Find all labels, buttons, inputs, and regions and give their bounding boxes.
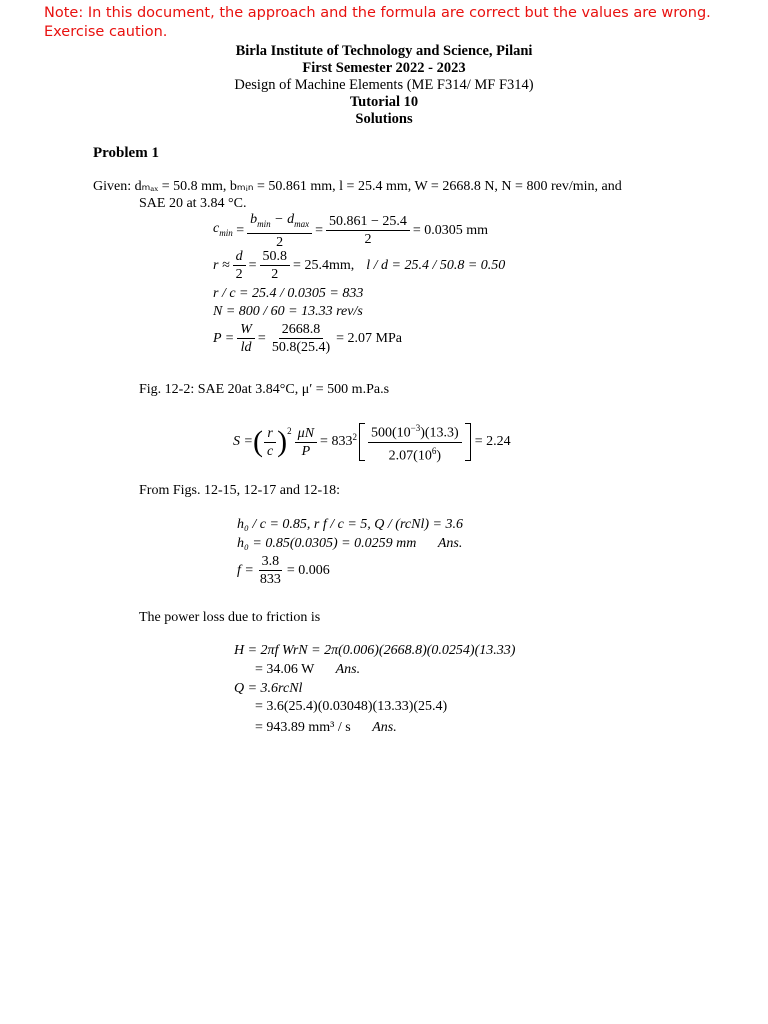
caution-note-line1: Note: In this document, the approach and the formula are correct but the values are wrong. <box>44 5 711 21</box>
solutions-heading: Solutions <box>355 111 413 127</box>
r-over-c: r / c = 25.4 / 0.0305 = 833 <box>213 286 364 301</box>
semester: First Semester 2022 - 2023 <box>302 60 466 76</box>
viscosity-lookup: Fig. 12-2: SAE 20at 3.84°C, μ′ = 500 m.Pa.s <box>139 382 390 397</box>
cmin-fraction-numeric: $\frac{50.861 - 25.4}{2}$ <box>326 213 410 248</box>
p-equation: P = $\frac{W}{ld}$ = $\frac{2668.8}{50.8(25.4)}$ = 2.07 MPa <box>213 322 402 355</box>
given-line1: Given: dₘₐₓ = 50.8 mm, bₘᵢₙ = 50.861 mm, l = 25.4 mm, W = 2668.8 N, N = 800 rev/min, and <box>93 179 622 194</box>
caution-note <box>44 4 754 42</box>
cmin-lhs: $c_{min}$ <box>213 221 233 238</box>
course-title: Design of Machine Elements (ME F314/ MF F314) <box>234 77 534 93</box>
cmin-fraction-symbolic: $\frac{b_{min} - d_{max}}{2}$ <box>247 211 312 251</box>
caution-note-line2: Exercise caution. <box>44 24 168 40</box>
cmin-equation: $c_{min}$ = $\frac{b_{min} - d_{max}}{2}$ = $\frac{50.861 - 25.4}{2}$ = 0.0305 mm <box>213 212 489 250</box>
r-fraction-symbolic: $\frac{d}{2}$ <box>233 248 246 283</box>
q-line1: Q = 3.6rcNl <box>234 681 303 696</box>
cmin-result: = 0.0305 mm <box>412 222 489 238</box>
institute-name: Birla Institute of Technology and Science, Pilani <box>235 43 533 59</box>
f-equation: f = $\frac{3.8}{833}$ = 0.006 <box>237 554 330 587</box>
from-figs: From Figs. 12-15, 12-17 and 12-18: <box>139 483 341 498</box>
power-loss-intro: The power loss due to friction is <box>139 610 321 625</box>
tutorial-number: Tutorial 10 <box>349 94 419 110</box>
h-line2: = 34.06 W Ans. <box>255 662 361 677</box>
problem-title: Problem 1 <box>93 145 159 161</box>
n-rev-per-sec: N = 800 / 60 = 13.33 rev/s <box>213 304 363 319</box>
l-over-d: l / d = 25.4 / 50.8 = 0.50 <box>366 257 506 273</box>
given-line2: SAE 20 at 3.84 °C. <box>139 196 247 211</box>
r-fraction-numeric: $\frac{50.8}{2}$ <box>260 248 291 283</box>
r-equation: r ≈ $\frac{d}{2}$ = $\frac{50.8}{2}$ = 25.4mm, l / d = 25.4 / 50.8 = 0.50 <box>213 249 506 282</box>
sommerfeld-equation: S = ( $\frac{r}{c}$ ) $^2$ $\frac{\mu N}{P}$ = 833 $^2$ $\frac{500(10^{-3})(13.3)}{2.07(10^6)}$ = 2.24 <box>233 420 511 464</box>
p-fraction-symbolic: $\frac{W}{ld}$ <box>237 321 255 356</box>
p-fraction-numeric: $\frac{2668.8}{50.8(25.4)}$ <box>271 322 331 355</box>
h-line1: H = 2πf WrN = 2π(0.006)(2668.8)(0.0254)(13.33) <box>234 643 516 658</box>
q-line3: = 943.89 mm³ / s Ans. <box>255 720 397 735</box>
h0-ratio-line: h₀ / c = 0.85, r f / c = 5, Q / (rcNl) = 3.6 <box>237 517 463 532</box>
h0-line: h₀ = 0.85(0.0305) = 0.0259 mm Ans. <box>237 536 463 551</box>
q-line2: = 3.6(25.4)(0.03048)(13.33)(25.4) <box>255 699 448 714</box>
